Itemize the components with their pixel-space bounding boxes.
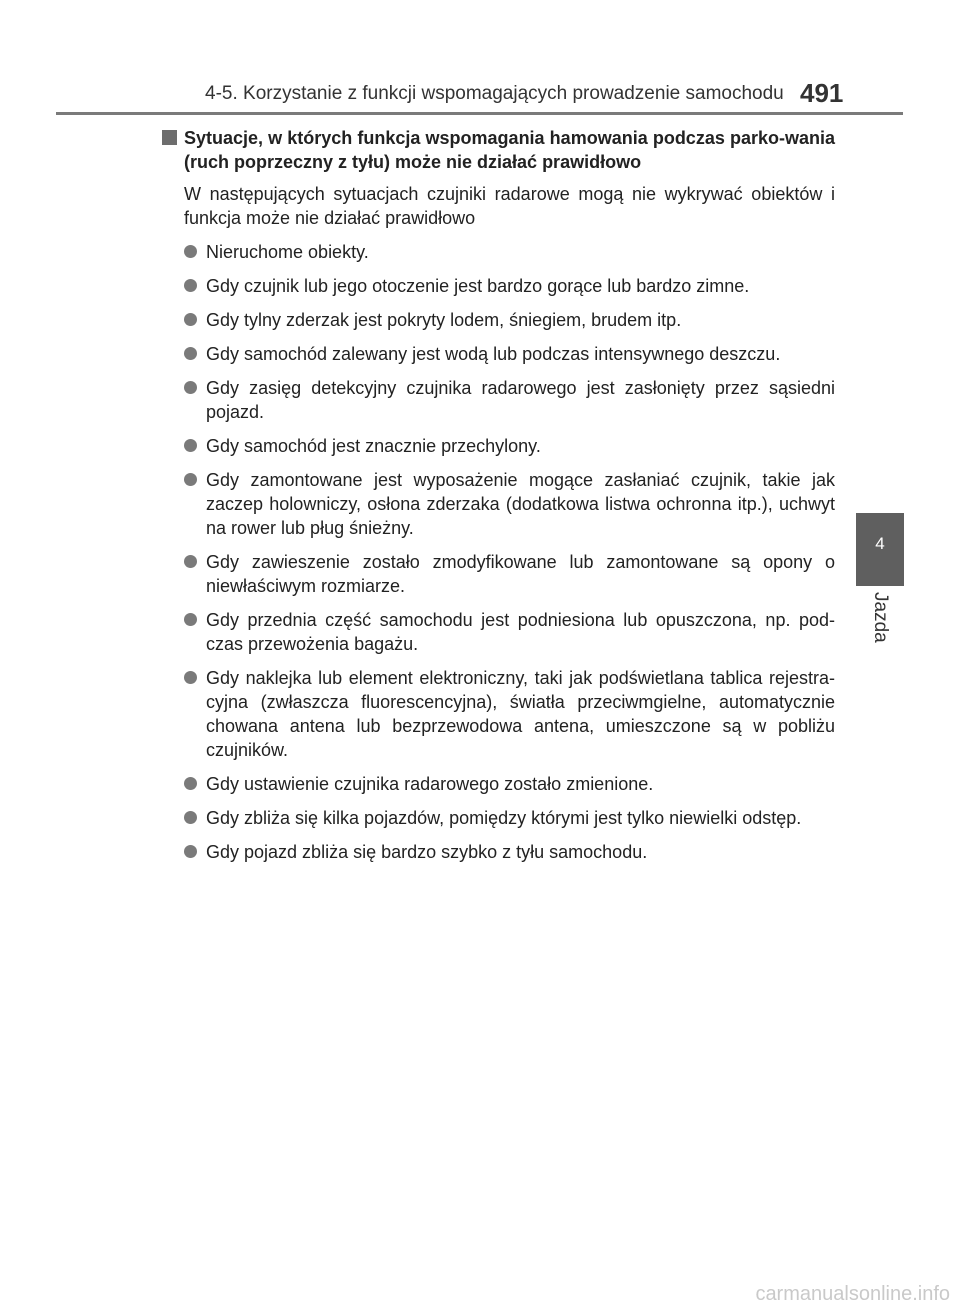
list-item [160,840,835,864]
list-item-text: Gdy zbliża się kilka pojazdów, pomiędzy którymi jest tylko niewielki odstęp. [206,808,802,828]
square-bullet-icon [162,130,177,145]
circle-bullet-icon [184,555,197,568]
circle-bullet-icon [184,473,197,486]
list-item-text: Gdy zawieszenie zostało zmodyfikowane lub zamontowane są opony o niewłaściwym rozmiarze. [206,552,835,596]
page-content [160,126,835,874]
list-item-text: Gdy zamontowane jest wyposażenie mogące zasłaniać czujnik, takie jak zaczep holowniczy, osłona zderzaka (dodatkowa listwa ochronna itp.), uchwyt na rower lub pług śnieżny. [206,470,835,538]
circle-bullet-icon [184,671,197,684]
header-divider [56,112,903,115]
page-number: 491 [800,78,844,108]
circle-bullet-icon [184,279,197,292]
list-item-text: Gdy pojazd zbliża się bardzo szybko z tyłu samochodu. [206,842,648,862]
list-item [160,274,835,298]
list-item [160,550,835,598]
circle-bullet-icon [184,313,197,326]
circle-bullet-icon [184,777,197,790]
circle-bullet-icon [184,347,197,360]
list-item [160,342,835,366]
intro-paragraph: W następujących sytuacjach czujniki radarowe mogą nie wykrywać obiektów i funkcja może nie działać prawidłowo [184,184,835,228]
circle-bullet-icon [184,245,197,258]
list-item-text: Gdy tylny zderzak jest pokryty lodem, śniegiem, brudem itp. [206,310,682,330]
section-heading [160,126,835,174]
list-item [160,806,835,830]
list-item [160,666,835,762]
list-item-text: Gdy naklejka lub element elektroniczny, taki jak podświetlana tablica rejestra-cyjna (zwłaszcza fluorescencyjna), światła przeciwmgielne, automatycznie chowana antena lub bezprzewodowa antena, umieszczone są w pobliżu czujników. [206,668,835,760]
list-item [160,434,835,458]
list-item [160,308,835,332]
list-item-text: Nieruchome obiekty. [206,242,369,262]
section-heading-text: Sytuacje, w których funkcja wspomagania hamowania podczas parko-wania (ruch poprzeczny z tyłu) może nie działać prawidłowo [184,128,835,172]
list-item [160,608,835,656]
circle-bullet-icon [184,845,197,858]
chapter-number: 4 [875,534,885,553]
list-item [160,772,835,796]
list-item [160,468,835,540]
circle-bullet-icon [184,811,197,824]
list-item-text: Gdy ustawienie czujnika radarowego zostało zmienione. [206,774,654,794]
circle-bullet-icon [184,439,197,452]
condition-list [160,240,835,864]
chapter-tab [856,513,904,586]
list-item-text: Gdy przednia część samochodu jest podniesiona lub opuszczona, np. pod-czas przewożenia bagażu. [206,610,835,654]
list-item [160,240,835,264]
list-item-text: Gdy czujnik lub jego otoczenie jest bardzo gorące lub bardzo zimne. [206,276,750,296]
chapter-label: Jazda [870,592,891,643]
circle-bullet-icon [184,381,197,394]
list-item-text: Gdy samochód jest znacznie przechylony. [206,436,541,456]
footer-watermark: carmanualsonline.info [755,1283,950,1305]
running-header-title: 4-5. Korzystanie z funkcji wspomagających prowadzenie samochodu [205,83,784,104]
list-item-text: Gdy samochód zalewany jest wodą lub podczas intensywnego deszczu. [206,344,781,364]
list-item [160,376,835,424]
circle-bullet-icon [184,613,197,626]
list-item-text: Gdy zasięg detekcyjny czujnika radarowego jest zasłonięty przez sąsiedni pojazd. [206,378,835,422]
